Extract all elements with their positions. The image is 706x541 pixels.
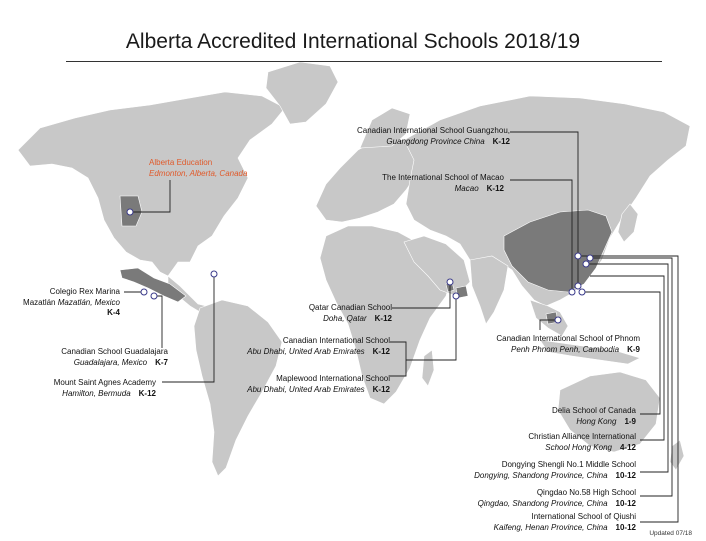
school-label-guangzhou [357, 126, 510, 147]
marker-guadalajara[interactable] [151, 293, 157, 299]
marker-kaifeng[interactable] [575, 253, 581, 259]
school-location: Guangdong Province China [386, 136, 485, 146]
school-name: Christian Alliance International [528, 432, 636, 441]
school-name: Qingdao No.58 High School [536, 488, 636, 497]
school-location: Doha, Qatar [323, 313, 367, 323]
school-location: Abu Dhabi, United Arab Emirates [247, 346, 365, 356]
title-divider [66, 61, 662, 62]
school-location: Qingdao, Shandong Province, China [477, 498, 608, 508]
school-grade: K-12 [374, 313, 392, 323]
school-name: Canadian International School of Phnom [496, 334, 640, 343]
school-grade: K-9 [627, 344, 640, 354]
school-name: Canadian International School Guangzhou, [357, 126, 510, 135]
school-name: Mount Saint Agnes Academy [53, 378, 156, 387]
school-location: Macao [454, 183, 479, 193]
school-label-bermuda [54, 378, 156, 399]
school-grade: K-12 [138, 388, 156, 398]
school-location: Mazatlán, Mexico [57, 297, 120, 307]
school-location: Kaifeng, Henan Province, China [493, 522, 608, 532]
marker-qingdao[interactable] [587, 255, 593, 261]
school-location: School Hong Kong [545, 442, 612, 452]
marker-abu-dhabi[interactable] [453, 293, 459, 299]
school-label-qatar [309, 303, 392, 324]
school-name: Dongying Shengli No.1 Middle School [501, 460, 636, 469]
school-grade: 1-9 [624, 416, 636, 426]
school-label-qingdao [478, 488, 636, 509]
page-title: Alberta Accredited International Schools 2018/19 [125, 30, 581, 53]
hq-name: Alberta Education [149, 158, 213, 167]
madagascar-land [422, 350, 434, 386]
india-land [470, 256, 508, 324]
guadalajara-leader [154, 296, 162, 348]
school-grade: K-4 [107, 308, 120, 317]
school-grade: 10-12 [615, 522, 636, 532]
school-name: Colegio Rex Marina [49, 287, 120, 296]
school-name: International School of Qiushi [531, 512, 636, 521]
school-grade: K-12 [486, 183, 504, 193]
school-grade: 10-12 [615, 470, 636, 480]
school-label-phnom-penh [496, 334, 640, 355]
north-america-land [18, 92, 285, 276]
marker-guangzhou[interactable] [575, 283, 581, 289]
school-grade: K-12 [492, 136, 510, 146]
school-grade: K-12 [372, 384, 390, 394]
hq-label [149, 158, 247, 179]
school-label-rex-marina [23, 287, 120, 319]
marker-hong-kong[interactable] [579, 289, 585, 295]
school-name: Qatar Canadian School [308, 303, 392, 312]
school-label-dongying [474, 460, 636, 481]
school-label-macao [382, 173, 504, 194]
school-label-christian-alliance [528, 432, 636, 453]
school-label-cis-abu-dhabi [247, 336, 390, 357]
school-label-delia [552, 406, 636, 427]
school-name: Maplewood International School [276, 374, 390, 383]
school-location: Guadalajara, Mexico [73, 357, 148, 367]
school-name: Delia School of Canada [551, 406, 636, 415]
school-name: Canadian International School [282, 336, 390, 345]
school-location: Penh Phnom Penh, Cambodia [511, 344, 620, 354]
school-name: The International School of Macao [382, 173, 504, 182]
school-label-qiushi [494, 512, 636, 533]
marker-dongying[interactable] [583, 261, 589, 267]
marker-mazatlan[interactable] [141, 289, 147, 295]
school-location: Dongying, Shandong Province, China [474, 470, 608, 480]
marker-edmonton[interactable] [127, 209, 133, 215]
school-location: Hamilton, Bermuda [62, 388, 131, 398]
school-location: Abu Dhabi, United Arab Emirates [247, 384, 365, 394]
school-label-guadalajara [61, 347, 168, 368]
school-grade: 4-12 [619, 442, 636, 452]
updated-note: Updated 07/18 [649, 530, 692, 537]
school-label-maplewood [247, 374, 390, 395]
school-location-prefix: Mazatlán [23, 297, 56, 307]
marker-macao[interactable] [569, 289, 575, 295]
marker-doha[interactable] [447, 279, 453, 285]
school-grade: 10-12 [615, 498, 636, 508]
marker-phnom-penh[interactable] [555, 317, 561, 323]
school-grade: K-7 [155, 357, 168, 367]
school-grade: K-12 [372, 346, 390, 356]
hq-location: Edmonton, Alberta, Canada [149, 168, 248, 178]
school-location: Hong Kong [576, 416, 617, 426]
marker-bermuda[interactable] [211, 271, 217, 277]
school-name: Canadian School Guadalajara [61, 347, 168, 356]
